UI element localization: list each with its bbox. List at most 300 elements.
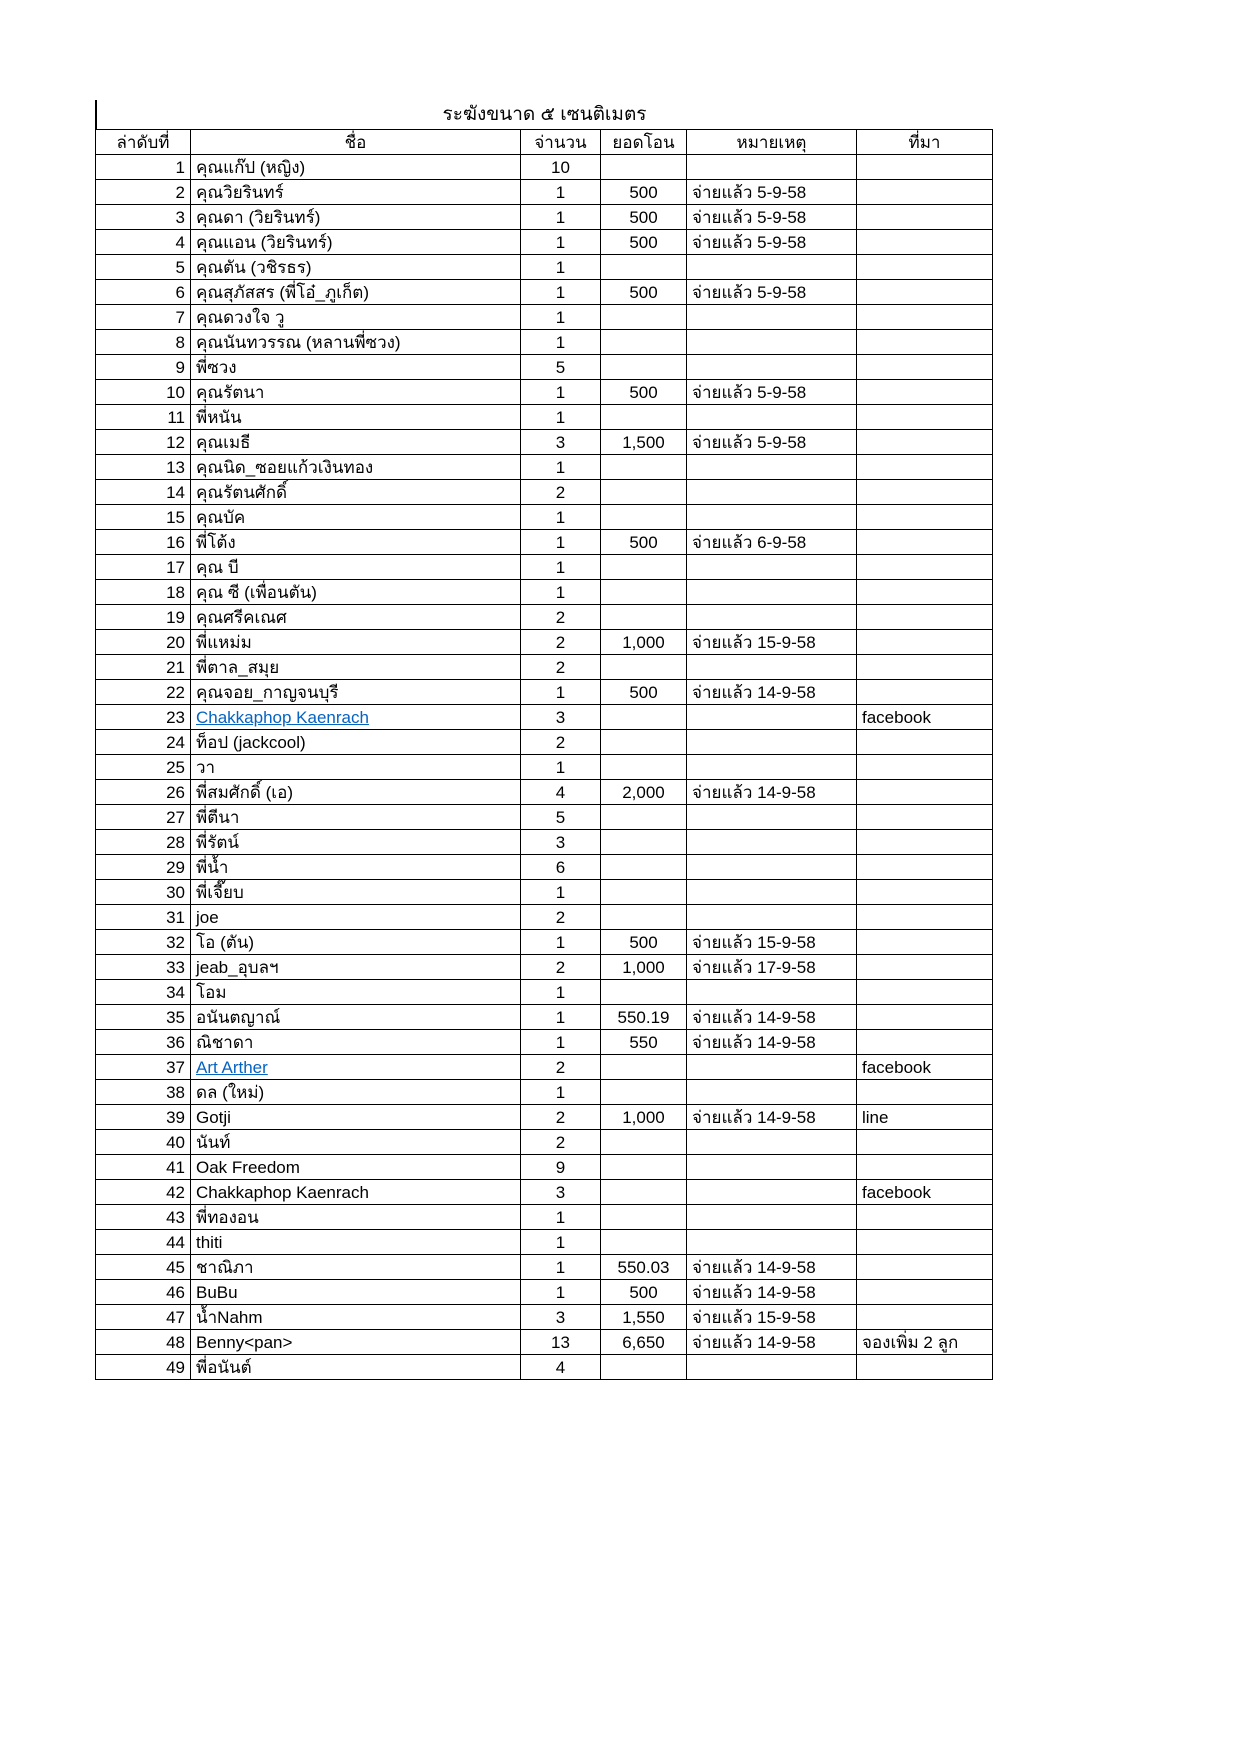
cell-amount — [601, 255, 687, 280]
cell-source — [857, 905, 993, 930]
cell-source — [857, 1230, 993, 1255]
cell-source — [857, 955, 993, 980]
cell-source: facebook — [857, 1180, 993, 1205]
cell-no: 33 — [96, 955, 191, 980]
cell-name: คุณสุภัสสร (พี่โอ๋_ภูเก็ต) — [191, 280, 521, 305]
cell-name: คุณศรีคเณศ — [191, 605, 521, 630]
cell-name: พี่เจี๊ยบ — [191, 880, 521, 905]
cell-name: คุณแอน (วิยรินทร์) — [191, 230, 521, 255]
cell-source — [857, 530, 993, 555]
cell-note — [687, 305, 857, 330]
cell-no: 1 — [96, 155, 191, 180]
cell-no: 47 — [96, 1305, 191, 1330]
cell-no: 42 — [96, 1180, 191, 1205]
table-row — [96, 1080, 993, 1105]
table-row — [96, 730, 993, 755]
cell-note — [687, 905, 857, 930]
cell-source — [857, 1205, 993, 1230]
name-link[interactable]: Chakkaphop Kaenrach — [196, 707, 369, 727]
table-row — [96, 1030, 993, 1055]
cell-amount: 1,000 — [601, 955, 687, 980]
cell-note: จ่ายแล้ว 15-9-58 — [687, 930, 857, 955]
cell-source — [857, 280, 993, 305]
cell-no: 10 — [96, 380, 191, 405]
cell-no: 13 — [96, 455, 191, 480]
cell-qty: 1 — [521, 555, 601, 580]
cell-qty: 3 — [521, 430, 601, 455]
col-header-qty: จ่านวน — [521, 130, 601, 155]
table-row — [96, 955, 993, 980]
table-row — [96, 880, 993, 905]
cell-source — [857, 880, 993, 905]
cell-note: จ่ายแล้ว 6-9-58 — [687, 530, 857, 555]
table-row — [96, 680, 993, 705]
cell-amount — [601, 1180, 687, 1205]
table-row — [96, 380, 993, 405]
table-row — [96, 1155, 993, 1180]
cell-note — [687, 505, 857, 530]
cell-no: 37 — [96, 1055, 191, 1080]
cell-no: 21 — [96, 655, 191, 680]
cell-note — [687, 455, 857, 480]
cell-source — [857, 1080, 993, 1105]
cell-name: พี่สมศักดิ์ (เอ) — [191, 780, 521, 805]
cell-amount — [601, 405, 687, 430]
table-row — [96, 455, 993, 480]
table-row — [96, 405, 993, 430]
cell-name: คุณ ซี (เพื่อนตัน) — [191, 580, 521, 605]
table-row — [96, 1105, 993, 1130]
cell-name: คุณรัตนศักดิ์ — [191, 480, 521, 505]
cell-note — [687, 1230, 857, 1255]
cell-no: 46 — [96, 1280, 191, 1305]
cell-note — [687, 730, 857, 755]
cell-amount — [601, 480, 687, 505]
cell-note — [687, 980, 857, 1005]
cell-name: พี่แหม่ม — [191, 630, 521, 655]
cell-amount — [601, 980, 687, 1005]
cell-qty: 2 — [521, 630, 601, 655]
cell-qty: 3 — [521, 1305, 601, 1330]
cell-qty: 1 — [521, 1205, 601, 1230]
table-row — [96, 1005, 993, 1030]
cell-name — [191, 705, 521, 730]
cell-amount — [601, 805, 687, 830]
cell-source — [857, 1155, 993, 1180]
table-row — [96, 205, 993, 230]
cell-name: คุณตัน (วชิรธร) — [191, 255, 521, 280]
cell-qty: 1 — [521, 980, 601, 1005]
cell-no: 38 — [96, 1080, 191, 1105]
cell-name: พี่อนันต์ — [191, 1355, 521, 1380]
cell-qty: 2 — [521, 955, 601, 980]
table-row — [96, 1255, 993, 1280]
table-row — [96, 330, 993, 355]
cell-amount — [601, 880, 687, 905]
cell-name: Oak Freedom — [191, 1155, 521, 1180]
cell-qty: 3 — [521, 705, 601, 730]
cell-name: โอม — [191, 980, 521, 1005]
cell-no: 44 — [96, 1230, 191, 1255]
cell-note — [687, 855, 857, 880]
name-link[interactable]: Art Arther — [196, 1057, 268, 1077]
cell-qty: 2 — [521, 1130, 601, 1155]
cell-name: พี่น้ำ — [191, 855, 521, 880]
cell-name: คุณดา (วิยรินทร์) — [191, 205, 521, 230]
cell-qty: 1 — [521, 330, 601, 355]
table-row — [96, 780, 993, 805]
cell-name: น้ำNahm — [191, 1305, 521, 1330]
cell-source — [857, 1280, 993, 1305]
cell-note: จ่ายแล้ว 15-9-58 — [687, 1305, 857, 1330]
cell-qty: 2 — [521, 605, 601, 630]
cell-name: โอ (ตัน) — [191, 930, 521, 955]
cell-qty: 1 — [521, 530, 601, 555]
cell-amount — [601, 330, 687, 355]
cell-source — [857, 230, 993, 255]
table-row — [96, 830, 993, 855]
cell-qty: 1 — [521, 305, 601, 330]
cell-source — [857, 305, 993, 330]
table-row — [96, 430, 993, 455]
cell-qty: 2 — [521, 480, 601, 505]
cell-amount — [601, 1230, 687, 1255]
cell-no: 40 — [96, 1130, 191, 1155]
cell-source — [857, 1030, 993, 1055]
cell-name: พี่รัตน์ — [191, 830, 521, 855]
cell-amount — [601, 830, 687, 855]
cell-note — [687, 555, 857, 580]
cell-source — [857, 380, 993, 405]
cell-qty: 1 — [521, 580, 601, 605]
table-row — [96, 930, 993, 955]
cell-amount — [601, 655, 687, 680]
cell-source — [857, 505, 993, 530]
cell-qty: 1 — [521, 380, 601, 405]
cell-name: ท็อป (jackcool) — [191, 730, 521, 755]
table-row — [96, 1055, 993, 1080]
cell-no: 25 — [96, 755, 191, 780]
cell-qty: 1 — [521, 755, 601, 780]
table-row — [96, 1330, 993, 1355]
cell-name: พี่โต้ง — [191, 530, 521, 555]
cell-note: จ่ายแล้ว 14-9-58 — [687, 1105, 857, 1130]
cell-qty: 1 — [521, 230, 601, 255]
cell-name: Gotji — [191, 1105, 521, 1130]
table-row — [96, 855, 993, 880]
cell-amount — [601, 1355, 687, 1380]
cell-source — [857, 480, 993, 505]
cell-note — [687, 655, 857, 680]
cell-note: จ่ายแล้ว 5-9-58 — [687, 280, 857, 305]
cell-note — [687, 605, 857, 630]
cell-source — [857, 255, 993, 280]
cell-source — [857, 980, 993, 1005]
cell-name: คุณจอย_กาญจนบุรี — [191, 680, 521, 705]
cell-qty: 1 — [521, 455, 601, 480]
cell-note — [687, 880, 857, 905]
cell-amount: 6,650 — [601, 1330, 687, 1355]
cell-no: 15 — [96, 505, 191, 530]
cell-note — [687, 805, 857, 830]
cell-name: คุณนิด_ซอยแก้วเงินทอง — [191, 455, 521, 480]
cell-qty: 1 — [521, 180, 601, 205]
cell-note: จ่ายแล้ว 14-9-58 — [687, 1255, 857, 1280]
cell-note — [687, 1130, 857, 1155]
cell-qty: 1 — [521, 280, 601, 305]
cell-no: 18 — [96, 580, 191, 605]
cell-name: คุณเมธี — [191, 430, 521, 455]
cell-note: จ่ายแล้ว 15-9-58 — [687, 630, 857, 655]
cell-amount: 500 — [601, 280, 687, 305]
cell-no: 8 — [96, 330, 191, 355]
cell-qty: 9 — [521, 1155, 601, 1180]
cell-name: jeab_อุบลฯ — [191, 955, 521, 980]
cell-note — [687, 1055, 857, 1080]
cell-amount — [601, 1055, 687, 1080]
table-row — [96, 480, 993, 505]
table-row — [96, 280, 993, 305]
cell-name: พี่ตาล_สมุย — [191, 655, 521, 680]
cell-no: 32 — [96, 930, 191, 955]
cell-source — [857, 1355, 993, 1380]
cell-name: วา — [191, 755, 521, 780]
cell-qty: 1 — [521, 1230, 601, 1255]
cell-qty: 2 — [521, 1055, 601, 1080]
cell-name: อนันตญาณ์ — [191, 1005, 521, 1030]
cell-source — [857, 605, 993, 630]
cell-no: 48 — [96, 1330, 191, 1355]
cell-source — [857, 1130, 993, 1155]
cell-no: 16 — [96, 530, 191, 555]
orders-table — [95, 129, 993, 1380]
cell-amount: 1,550 — [601, 1305, 687, 1330]
cell-amount: 500 — [601, 680, 687, 705]
cell-source — [857, 1255, 993, 1280]
header-row — [96, 130, 993, 155]
cell-no: 35 — [96, 1005, 191, 1030]
table-row — [96, 305, 993, 330]
table-row — [96, 555, 993, 580]
cell-amount — [601, 1130, 687, 1155]
cell-no: 45 — [96, 1255, 191, 1280]
cell-qty: 5 — [521, 355, 601, 380]
cell-no: 2 — [96, 180, 191, 205]
col-header-amount: ยอดโอน — [601, 130, 687, 155]
cell-note: จ่ายแล้ว 14-9-58 — [687, 780, 857, 805]
cell-no: 26 — [96, 780, 191, 805]
table-row — [96, 505, 993, 530]
cell-amount — [601, 705, 687, 730]
cell-amount — [601, 1155, 687, 1180]
cell-note: จ่ายแล้ว 14-9-58 — [687, 680, 857, 705]
cell-note: จ่ายแล้ว 14-9-58 — [687, 1330, 857, 1355]
cell-note — [687, 1080, 857, 1105]
cell-note: จ่ายแล้ว 14-9-58 — [687, 1280, 857, 1305]
cell-qty: 6 — [521, 855, 601, 880]
cell-name: นันท์ — [191, 1130, 521, 1155]
cell-note — [687, 1180, 857, 1205]
cell-amount — [601, 605, 687, 630]
cell-source: จองเพิ่ม 2 ลูก — [857, 1330, 993, 1355]
cell-no: 24 — [96, 730, 191, 755]
cell-note — [687, 1355, 857, 1380]
table-row — [96, 1130, 993, 1155]
cell-source — [857, 755, 993, 780]
cell-name: คุณวิยรินทร์ — [191, 180, 521, 205]
cell-note: จ่ายแล้ว 5-9-58 — [687, 180, 857, 205]
cell-name: ดล (ใหม่) — [191, 1080, 521, 1105]
cell-amount — [601, 355, 687, 380]
sheet — [95, 100, 992, 1380]
cell-qty: 2 — [521, 905, 601, 930]
cell-source — [857, 155, 993, 180]
cell-source — [857, 205, 993, 230]
cell-qty: 1 — [521, 1030, 601, 1055]
cell-no: 5 — [96, 255, 191, 280]
cell-name: joe — [191, 905, 521, 930]
cell-qty: 1 — [521, 205, 601, 230]
cell-no: 19 — [96, 605, 191, 630]
cell-amount: 500 — [601, 1280, 687, 1305]
cell-amount: 550.19 — [601, 1005, 687, 1030]
table-row — [96, 980, 993, 1005]
cell-qty: 1 — [521, 680, 601, 705]
cell-no: 3 — [96, 205, 191, 230]
cell-qty: 1 — [521, 1005, 601, 1030]
col-header-source: ที่มา — [857, 130, 993, 155]
cell-source — [857, 330, 993, 355]
table-row — [96, 605, 993, 630]
cell-amount: 500 — [601, 205, 687, 230]
cell-qty: 1 — [521, 505, 601, 530]
cell-qty: 2 — [521, 655, 601, 680]
table-row — [96, 580, 993, 605]
cell-amount: 1,000 — [601, 630, 687, 655]
cell-qty: 1 — [521, 1080, 601, 1105]
table-row — [96, 1230, 993, 1255]
cell-amount — [601, 155, 687, 180]
table-row — [96, 705, 993, 730]
cell-amount: 500 — [601, 380, 687, 405]
cell-amount: 500 — [601, 930, 687, 955]
table-row — [96, 1205, 993, 1230]
table-row — [96, 230, 993, 255]
cell-amount — [601, 305, 687, 330]
cell-qty: 10 — [521, 155, 601, 180]
cell-no: 4 — [96, 230, 191, 255]
cell-note — [687, 705, 857, 730]
cell-note: จ่ายแล้ว 14-9-58 — [687, 1030, 857, 1055]
cell-source — [857, 630, 993, 655]
cell-no: 7 — [96, 305, 191, 330]
cell-note: จ่ายแล้ว 14-9-58 — [687, 1005, 857, 1030]
cell-source — [857, 455, 993, 480]
cell-amount — [601, 580, 687, 605]
cell-amount — [601, 1205, 687, 1230]
cell-source — [857, 805, 993, 830]
table-row — [96, 905, 993, 930]
cell-qty: 2 — [521, 730, 601, 755]
cell-note — [687, 1205, 857, 1230]
table-row — [96, 655, 993, 680]
cell-source — [857, 780, 993, 805]
cell-name: คุณรัตนา — [191, 380, 521, 405]
cell-no: 43 — [96, 1205, 191, 1230]
cell-qty: 1 — [521, 255, 601, 280]
cell-source — [857, 355, 993, 380]
table-row — [96, 1180, 993, 1205]
table-row — [96, 355, 993, 380]
cell-no: 30 — [96, 880, 191, 905]
cell-note: จ่ายแล้ว 17-9-58 — [687, 955, 857, 980]
cell-no: 41 — [96, 1155, 191, 1180]
cell-no: 49 — [96, 1355, 191, 1380]
cell-source — [857, 680, 993, 705]
cell-no: 14 — [96, 480, 191, 505]
cell-amount: 1,500 — [601, 430, 687, 455]
cell-source: facebook — [857, 1055, 993, 1080]
cell-source — [857, 930, 993, 955]
cell-source — [857, 555, 993, 580]
cell-name: ชาณิภา — [191, 1255, 521, 1280]
cell-note — [687, 155, 857, 180]
table-row — [96, 755, 993, 780]
cell-note: จ่ายแล้ว 5-9-58 — [687, 205, 857, 230]
cell-name: ณิชาดา — [191, 1030, 521, 1055]
cell-name: BuBu — [191, 1280, 521, 1305]
cell-no: 29 — [96, 855, 191, 880]
cell-amount — [601, 505, 687, 530]
cell-name: พี่หนัน — [191, 405, 521, 430]
cell-amount: 550 — [601, 1030, 687, 1055]
cell-name: คุณดวงใจ วู — [191, 305, 521, 330]
cell-no: 20 — [96, 630, 191, 655]
table-row — [96, 630, 993, 655]
cell-amount — [601, 1080, 687, 1105]
cell-qty: 1 — [521, 1255, 601, 1280]
cell-qty: 3 — [521, 1180, 601, 1205]
cell-qty: 1 — [521, 405, 601, 430]
col-header-name: ชื่อ — [191, 130, 521, 155]
cell-name: พี่ทองอน — [191, 1205, 521, 1230]
cell-note — [687, 355, 857, 380]
cell-qty: 2 — [521, 1105, 601, 1130]
table-row — [96, 1280, 993, 1305]
cell-amount — [601, 855, 687, 880]
table-row — [96, 805, 993, 830]
cell-amount — [601, 555, 687, 580]
cell-no: 39 — [96, 1105, 191, 1130]
cell-amount: 500 — [601, 180, 687, 205]
table-row — [96, 180, 993, 205]
cell-source — [857, 830, 993, 855]
table-row — [96, 1305, 993, 1330]
cell-no: 36 — [96, 1030, 191, 1055]
cell-source — [857, 405, 993, 430]
cell-no: 34 — [96, 980, 191, 1005]
cell-note — [687, 480, 857, 505]
cell-no: 23 — [96, 705, 191, 730]
cell-source — [857, 655, 993, 680]
cell-note: จ่ายแล้ว 5-9-58 — [687, 380, 857, 405]
cell-amount — [601, 755, 687, 780]
table-row — [96, 1355, 993, 1380]
cell-name: คุณนันทวรรณ (หลานพี่ซวง) — [191, 330, 521, 355]
cell-name: พี่ซวง — [191, 355, 521, 380]
cell-source: facebook — [857, 705, 993, 730]
cell-qty: 1 — [521, 930, 601, 955]
